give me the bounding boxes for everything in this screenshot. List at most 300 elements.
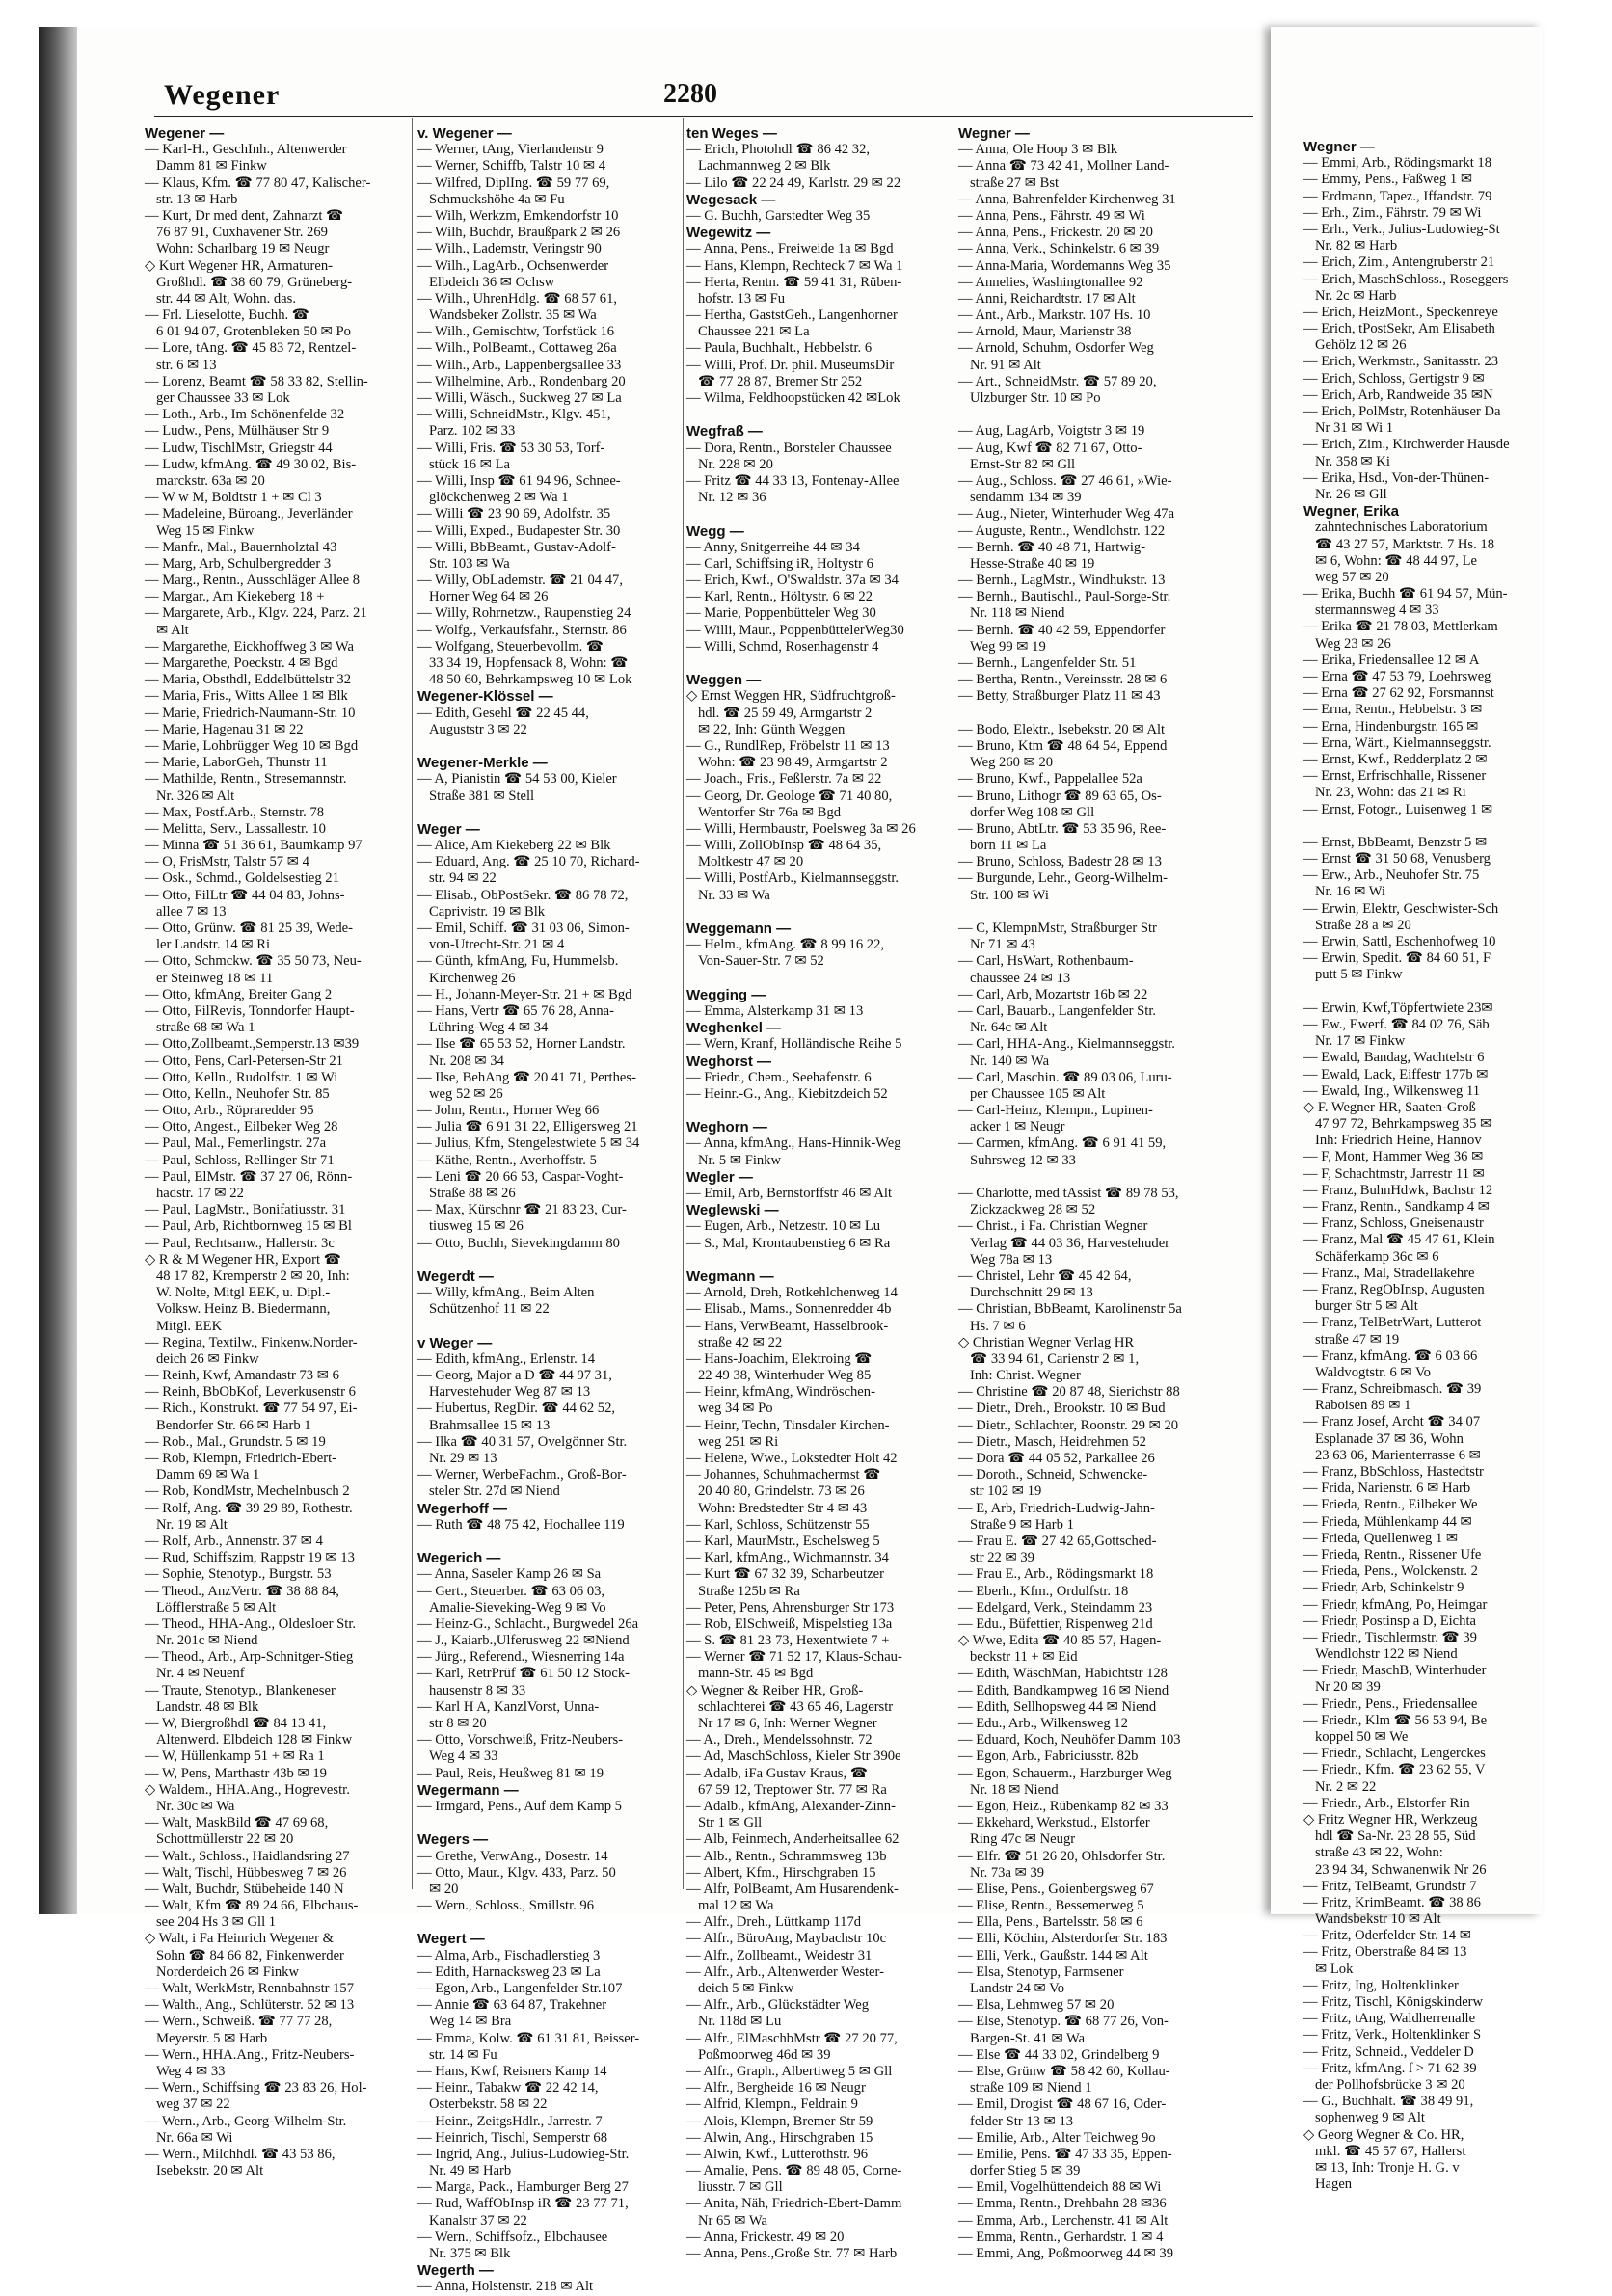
directory-entry-line: — Marg., Rentn., Ausschläger Allee 8 xyxy=(145,573,361,589)
column-divider xyxy=(683,118,684,1889)
directory-entry-line: Nr. 16 ✉ Wi xyxy=(1315,884,1385,900)
directory-entry-line: 48 17 82, Kremperstr 2 ✉ 20, Inh: xyxy=(156,1268,350,1284)
header-rule xyxy=(154,116,1253,117)
directory-entry-line: mann-Str. 45 ✉ Bgd xyxy=(698,1666,814,1682)
directory-entry-line: — Ernst ☎ 31 50 68, Venusberg xyxy=(1303,851,1491,868)
directory-entry-line: — Lilo ☎ 22 24 49, Karlstr. 29 ✉ 22 xyxy=(686,174,901,191)
directory-entry-line: 22 49 38, Winterhuder Weg 85 xyxy=(698,1368,872,1384)
directory-entry-line: — Ludw., Pens, Mülhäuser Str 9 xyxy=(145,423,330,440)
directory-entry-line: Nr 65 ✉ Wa xyxy=(698,2212,767,2229)
directory-entry-line: — Alfr, PolBeamt, Am Husarendenk- xyxy=(686,1881,899,1897)
directory-entry-line: — Rob, ElSchweiß, Mispelstieg 13a xyxy=(686,1615,893,1632)
directory-entry-line: — Paul, Arb, Richtbornweg 15 ✉ Bl xyxy=(145,1218,352,1235)
directory-entry-line: — Ruth ☎ 48 75 42, Hochallee 119 xyxy=(417,1516,625,1533)
directory-entry-line: Auguststr 3 ✉ 22 xyxy=(429,721,527,737)
surname-heading: Wegert — xyxy=(417,1931,485,1948)
directory-entry-line: Wohn: Bredstedter Str 4 ✉ 43 xyxy=(698,1500,868,1516)
directory-entry-line: 76 87 91, Cuxhavener Str. 269 xyxy=(156,225,328,241)
directory-entry-line: — Theod., AnzVertr. ☎ 38 88 84, xyxy=(145,1583,339,1599)
directory-entry-line: — Alb, Feinmech, Anderheitsallee 62 xyxy=(686,1831,900,1848)
directory-entry-line: — Emmy, Pens., Faßweg 1 ✉ xyxy=(1303,172,1473,188)
directory-entry-line: Str. 103 ✉ Wa xyxy=(429,555,510,572)
directory-entry-line: — Auguste, Rentn., Wendlohstr. 122 xyxy=(958,522,1166,539)
directory-entry-line: — Christel, Lehr ☎ 45 42 64, xyxy=(958,1268,1132,1284)
surname-heading: v. Wegener — xyxy=(417,125,512,142)
directory-entry-line: — Heinr, kfmAng, Windröschen- xyxy=(686,1384,875,1401)
directory-entry-line: — Frida, Narienstr. 6 ✉ Harb xyxy=(1303,1481,1471,1497)
directory-entry-line: — Franz Josef, Archt ☎ 34 07 xyxy=(1303,1414,1481,1430)
directory-entry-line: — Traute, Stenotyp., Blankeneser xyxy=(145,1682,336,1698)
directory-entry-line: — Joach., Fris., Feßlerstr. 7a ✉ 22 xyxy=(686,771,882,788)
directory-entry-line: — Otto, kfmAng, Breiter Gang 2 xyxy=(145,986,333,1002)
directory-entry-line: — Emma, Kolw. ☎ 61 31 81, Beisser- xyxy=(417,2030,640,2046)
directory-entry-line: — Margarethe, Poeckstr. 4 ✉ Bgd xyxy=(145,655,338,671)
running-header xyxy=(164,79,1253,114)
directory-entry-line: — Alb., Rentn., Schrammsweg 13b xyxy=(686,1848,887,1864)
directory-entry-line: der Pollhofsbrücke 3 ✉ 20 xyxy=(1315,2076,1465,2093)
directory-entry-line: Lachmannweg 2 ✉ Blk xyxy=(698,158,831,174)
directory-entry-line: — S., Mal, Krontaubenstieg 6 ✉ Ra xyxy=(686,1235,891,1251)
directory-entry-line: tiusweg 15 ✉ 26 xyxy=(429,1218,524,1235)
directory-entry-line: — Alfr., Arb., Altenwerder Wester- xyxy=(686,1963,884,1980)
directory-entry-line: — Edith, Bandkampweg 16 ✉ Niend xyxy=(958,1682,1169,1698)
directory-entry-line: Nr. 5 ✉ Finkw xyxy=(698,1152,782,1168)
directory-entry-line: — F, Mont, Hammer Weg 36 ✉ xyxy=(1303,1149,1484,1165)
surname-heading: Weghorst — xyxy=(686,1053,772,1070)
directory-entry-line: — Walt, Buchdr, Stübeheide 140 N xyxy=(145,1881,344,1897)
directory-entry-line: — Paul, Mal., Femerlingstr. 27a xyxy=(145,1135,327,1152)
directory-entry-line: chaussee 24 ✉ 13 xyxy=(970,970,1071,986)
directory-entry-line: Nr. 2 ✉ 22 xyxy=(1315,1778,1377,1795)
directory-entry-line: — Fritz, Tischl, Königskinderw xyxy=(1303,1994,1484,2010)
directory-entry-line: — Erna ☎ 47 53 79, Loehrsweg xyxy=(1303,669,1491,684)
directory-entry-line: — Rud, WaffObInsp iR ☎ 23 77 71, xyxy=(417,2196,629,2212)
directory-entry-line: ✉ 13, Inh: Tronje H. G. v xyxy=(1315,2159,1460,2176)
directory-entry-line: — Arnold, Dreh, Rotkehlchenweg 14 xyxy=(686,1285,898,1301)
directory-entry-line: — Ad, MaschSchloss, Kieler Str 390e xyxy=(686,1749,901,1765)
directory-entry-line: Nr. 375 ✉ Blk xyxy=(429,2246,511,2261)
directory-entry-line: — Carl, Arb, Mozartstr 16b ✉ 22 xyxy=(958,986,1148,1002)
directory-entry-line: — Margarethe, Eickhoffweg 3 ✉ Wa xyxy=(145,638,354,654)
directory-entry-line: — Wern., Schiffsing ☎ 23 83 26, Hol- xyxy=(145,2080,367,2096)
directory-entry-line: str. 6 ✉ 13 xyxy=(156,357,217,373)
directory-entry-line: — Egon, Arb., Langenfelder Str.107 xyxy=(417,1981,623,1996)
directory-entry-line: — Georg, Major a D ☎ 44 97 31, xyxy=(417,1368,612,1384)
directory-entry-line: ✉ Lok xyxy=(1315,1961,1354,1977)
directory-entry-line: — Friedr, Arb, Schinkelstr 9 xyxy=(1303,1580,1464,1596)
directory-entry-line: — Hertha, GaststGeh., Langenhorner xyxy=(686,307,898,324)
directory-entry-line: — Ant., Arb., Markstr. 107 Hs. 10 xyxy=(958,307,1151,324)
directory-entry-line: str 8 ✉ 20 xyxy=(429,1716,487,1731)
directory-entry-line: Weg 15 ✉ Finkw xyxy=(156,522,255,539)
directory-entry-line: — Alfr., Graph., Albertiweg 5 ✉ Gll xyxy=(686,2063,893,2079)
directory-entry-line: — Carl, HsWart, Rothenbaum- xyxy=(958,953,1134,970)
directory-entry-line: ☎ 43 27 57, Marktstr. 7 Hs. 18 xyxy=(1315,536,1495,552)
directory-entry-line: str 22 ✉ 39 xyxy=(970,1550,1034,1566)
directory-entry-line: Weg 4 ✉ 33 xyxy=(429,1749,498,1765)
directory-entry-line: Nr. 33 ✉ Wa xyxy=(698,887,770,903)
directory-entry-line: — Loth., Arb., Im Schönenfelde 32 xyxy=(145,407,345,423)
directory-entry-line: — Heinrich, Tischl, Semperstr 68 xyxy=(417,2129,608,2146)
directory-entry-line: — Carl, HHA-Ang., Kielmannseggstr. xyxy=(958,1036,1175,1053)
directory-entry-line: — Edith, WäschMan, Habichtstr 128 xyxy=(958,1666,1168,1682)
directory-entry-line: — Christine ☎ 20 87 48, Sierichstr 88 xyxy=(958,1384,1180,1401)
directory-entry-line: — John, Rentn., Horner Weg 66 xyxy=(417,1103,600,1119)
directory-entry-line: — Christ., i Fa. Christian Wegner xyxy=(958,1218,1148,1235)
surname-heading: Wegers — xyxy=(417,1831,489,1849)
directory-entry-line: Parz. 102 ✉ 33 xyxy=(429,423,516,440)
directory-entry-line: — Franz, BbSchloss, Hastedtstr xyxy=(1303,1464,1484,1480)
directory-entry-line: — C, KlempnMstr, Straßburger Str xyxy=(958,921,1157,936)
directory-entry-line: 20 40 80, Grindelstr. 73 ✉ 26 xyxy=(698,1483,865,1500)
directory-entry-line: Verlag ☎ 44 03 36, Harvestehuder xyxy=(970,1235,1170,1251)
directory-entry-line: glöckchenweg 2 ✉ Wa 1 xyxy=(429,490,569,506)
directory-entry-line: — Erich, tPostSekr, Am Elisabeth xyxy=(1303,321,1495,337)
directory-entry-line: — Maria, Obsthdl, Eddelbüttelstr 32 xyxy=(145,672,352,688)
directory-entry-line: — Eberh., Kfm., Ordulfstr. 18 xyxy=(958,1583,1129,1599)
directory-entry-line: — Fritz, Oberstraße 84 ✉ 13 xyxy=(1303,1944,1467,1961)
directory-entry-line: ◇ Ernst Weggen HR, Südfruchtgroß- xyxy=(686,688,896,705)
directory-entry-line: Nr. 208 ✉ 34 xyxy=(429,1053,504,1069)
directory-entry-line: deich 5 ✉ Finkw xyxy=(698,1981,794,1996)
directory-entry-line: — Otto, Vorschweiß, Fritz-Neubers- xyxy=(417,1732,624,1749)
directory-entry-line: Nr. 2c ✉ Harb xyxy=(1315,287,1397,304)
directory-entry-line: — Walth., Ang., Schlüterstr. 52 ✉ 13 xyxy=(145,1997,355,2014)
directory-entry-line: Hagen xyxy=(1315,2176,1353,2193)
directory-entry-line: — Ewald, Lack, Eiffestr 177b ✉ xyxy=(1303,1066,1489,1082)
directory-entry-line: — Eduard, Ang. ☎ 25 10 70, Richard- xyxy=(417,854,640,870)
directory-entry-line: — Karl H A, KanzlVorst, Unna- xyxy=(417,1698,600,1715)
directory-entry-line: — Erwin, Sattl, Eschenhofweg 10 xyxy=(1303,934,1496,949)
directory-entry-line: — Erika, Buchh ☎ 61 94 57, Mün- xyxy=(1303,586,1508,602)
directory-entry-line: — Frieda, Rentn., Eilbeker We xyxy=(1303,1497,1478,1513)
directory-entry-line: — Dora ☎ 44 05 52, Parkallee 26 xyxy=(958,1451,1155,1466)
directory-entry-line: weg 52 ✉ 26 xyxy=(429,1085,503,1102)
directory-entry-line: — Alice, Am Kiekeberg 22 ✉ Blk xyxy=(417,838,611,854)
directory-entry-line: — Käthe, Rentn., Averhoffstr. 5 xyxy=(417,1152,597,1168)
directory-entry-line: — Aug., Nieter, Winterhuder Weg 47a xyxy=(958,506,1175,522)
page-number: 2280 xyxy=(663,79,717,109)
directory-entry-line: — Alois, Klempn, Bremer Str 59 xyxy=(686,2113,873,2129)
directory-entry-line: weg 37 ✉ 22 xyxy=(156,2096,230,2113)
directory-entry-line: — W, Pens, Marthastr 43b ✉ 19 xyxy=(145,1765,327,1781)
surname-heading: Weggen — xyxy=(686,672,762,689)
directory-entry-line: Schäferkamp 36c ✉ 6 xyxy=(1315,1248,1439,1265)
directory-entry-line: Raboisen 89 ✉ 1 xyxy=(1315,1398,1411,1414)
directory-entry-line: — Walt, MaskBild ☎ 47 69 68, xyxy=(145,1815,329,1831)
directory-entry-line: per Chaussee 105 ✉ Alt xyxy=(970,1085,1106,1102)
directory-entry-line: — Willi, Hermbaustr, Poelsweg 3a ✉ 26 xyxy=(686,820,916,837)
directory-entry-line: 67 59 12, Treptower Str. 77 ✉ Ra xyxy=(698,1781,887,1798)
directory-entry-line: — Osk., Schmd., Goldelsestieg 21 xyxy=(145,870,339,887)
directory-entry-line: — E, Arb, Friedrich-Ludwig-Jahn- xyxy=(958,1500,1155,1516)
directory-entry-line: Moltkestr 47 ✉ 20 xyxy=(698,854,804,870)
directory-entry-line: schlachterei ☎ 43 65 46, Lagerstr xyxy=(698,1698,894,1715)
directory-entry-line: — Otto, Buchh, Sievekingdamm 80 xyxy=(417,1235,620,1251)
directory-entry-line: Nr. 23, Wohn: das 21 ✉ Ri xyxy=(1315,785,1466,801)
surname-heading: Weghenkel — xyxy=(686,1020,782,1037)
directory-entry-line: Sohn ☎ 84 66 82, Finkenwerder xyxy=(156,1947,344,1963)
directory-entry-line: — Alwin, Kwf., Lutterothstr. 96 xyxy=(686,2146,869,2162)
directory-entry-line: — Willi, Exped., Budapester Str. 30 xyxy=(417,522,621,539)
directory-entry-line: Nr. 358 ✉ Ki xyxy=(1315,453,1390,469)
surname-heading: Wegmann — xyxy=(686,1268,774,1285)
directory-entry-line: — Paul, Reis, Heußweg 81 ✉ 19 xyxy=(417,1765,604,1781)
directory-entry-line: — Erh., Zim., Fährstr. 79 ✉ Wi xyxy=(1303,204,1482,221)
directory-entry-line: — Frieda, Quellenweg 1 ✉ xyxy=(1303,1530,1459,1546)
directory-entry-line: — Burgunde, Lehr., Georg-Wilhelm- xyxy=(958,870,1168,887)
directory-entry-line: Nr 17 ✉ 6, Inh: Werner Wegner xyxy=(698,1716,877,1731)
directory-entry-line: — Eugen, Arb., Netzestr. 10 ✉ Lu xyxy=(686,1218,881,1235)
directory-entry-line: zahntechnisches Laboratorium xyxy=(1315,520,1488,536)
directory-entry-line: — Paul, Schloss, Rellinger Str 71 xyxy=(145,1152,335,1168)
directory-entry-line: str. 94 ✉ 22 xyxy=(429,870,497,887)
directory-entry-line: — Heinr., ZeitgsHdlr., Jarrestr. 7 xyxy=(417,2113,603,2129)
directory-entry-line: — Emma, Rentn., Drehbahn 28 ✉36 xyxy=(958,2196,1167,2212)
directory-entry-line: — Ella, Pens., Bartelsstr. 58 ✉ 6 xyxy=(958,1914,1143,1931)
directory-entry-line: — Friedr., Kfm. ☎ 23 62 55, V xyxy=(1303,1762,1486,1778)
directory-entry-line: — Frieda, Pens., Wolckenstr. 2 xyxy=(1303,1563,1478,1580)
directory-entry-line: — Kurt ☎ 67 32 39, Scharbeutzer xyxy=(686,1566,885,1583)
directory-entry-line: — Bruno, Kwf., Pappelallee 52a xyxy=(958,771,1142,788)
directory-entry-line: Landstr 24 ✉ Vo xyxy=(970,1981,1065,1996)
directory-entry-line: — Klaus, Kfm. ☎ 77 80 47, Kalischer- xyxy=(145,174,371,191)
directory-entry-line: — Arnold, Maur, Marienstr 38 xyxy=(958,324,1132,340)
directory-entry-line: — Carl, Maschin. ☎ 89 03 06, Luru- xyxy=(958,1069,1172,1085)
directory-column-2 xyxy=(417,125,676,2296)
directory-entry-line: — Franz, Schreibmasch. ☎ 39 xyxy=(1303,1381,1482,1398)
directory-entry-line: Von-Sauer-Str. 7 ✉ 52 xyxy=(698,953,824,970)
directory-entry-line: — Alfr., Zollbeamt., Weidestr 31 xyxy=(686,1947,873,1963)
directory-entry-line: — Maria, Fris., Witts Allee 1 ✉ Blk xyxy=(145,688,348,705)
directory-entry-line: Nr. 18 ✉ Niend xyxy=(970,1781,1059,1798)
directory-entry-line: — Erika, Friedensallee 12 ✉ A xyxy=(1303,652,1480,668)
directory-entry-line: — A., Dreh., Mendelssohnstr. 72 xyxy=(686,1732,873,1749)
directory-entry-line: von-Utrecht-Str. 21 ✉ 4 xyxy=(429,937,565,953)
directory-entry-line: weg 34 ✉ Po xyxy=(698,1401,773,1417)
directory-entry-line: — Anna-Maria, Wordemanns Weg 35 xyxy=(958,257,1171,274)
directory-entry-line: — Wilh., Gemischtw, Torfstück 16 xyxy=(417,324,615,340)
directory-entry-line: — Ilka ☎ 40 31 57, Ovelgönner Str. xyxy=(417,1433,628,1450)
directory-entry-line: — Paul, Rechtsanw., Hallerstr. 3c xyxy=(145,1235,335,1251)
directory-entry-line: hadstr. 17 ✉ 22 xyxy=(156,1186,244,1201)
directory-column-5 xyxy=(1303,139,1612,2193)
directory-entry-line: — Wolfg., Verkaufsfahr., Sternstr. 86 xyxy=(417,622,627,638)
directory-entry-line: Weg 78a ✉ 13 xyxy=(970,1251,1053,1268)
directory-entry-line: — Franz, TelBetrWart, Lutterot xyxy=(1303,1315,1482,1331)
directory-entry-line: Waldvogtstr. 6 ✉ Vo xyxy=(1315,1364,1431,1380)
directory-entry-line: — Erich, Zim., Kirchwerder Hausde xyxy=(1303,437,1510,453)
directory-entry-line: — Willi, Maur., PoppenbüttelerWeg30 xyxy=(686,622,904,638)
directory-entry-line: straße 68 ✉ Wa 1 xyxy=(156,1020,255,1036)
directory-entry-line xyxy=(958,407,1217,423)
directory-entry-line: — Anna, Frickestr. 49 ✉ 20 xyxy=(686,2229,845,2245)
directory-entry-line: — Werner, Schiffb, Talstr 10 ✉ 4 xyxy=(417,158,606,174)
directory-entry-line: str. 44 ✉ Alt, Wohn. das. xyxy=(156,290,296,307)
surname-heading: Wegesack — xyxy=(686,191,776,208)
surname-heading: Wegener-Klössel — xyxy=(417,688,553,706)
directory-entry-line: allee 7 ✉ 13 xyxy=(156,903,227,920)
directory-entry-line: — Rolf, Arb., Annenstr. 37 ✉ 4 xyxy=(145,1533,323,1549)
directory-entry-line: — Wilh., UhrenHdlg. ☎ 68 57 61, xyxy=(417,290,618,307)
directory-entry-line: — Kurt, Dr med dent, Zahnarzt ☎ xyxy=(145,207,344,224)
directory-entry-line: — Otto, Kelln., Neuhofer Str. 85 xyxy=(145,1085,330,1102)
directory-entry-line: — Dietr., Masch, Heidrehmen 52 xyxy=(958,1433,1146,1450)
directory-entry-line: 6 01 94 07, Grotenbleken 50 ✉ Po xyxy=(156,324,351,340)
directory-entry-line: — Friedr., Pens., Friedensallee xyxy=(1303,1695,1478,1712)
directory-entry-line: — Else, Stenotyp. ☎ 68 77 26, Von- xyxy=(958,2014,1169,2030)
directory-entry-line: Lühring-Weg 4 ✉ 34 xyxy=(429,1020,549,1036)
directory-entry-line: — Franz, Mal ☎ 45 47 61, Klein xyxy=(1303,1232,1495,1248)
directory-entry-line: — Emmi, Ang, Poßmoorweg 44 ✉ 39 xyxy=(958,2246,1174,2261)
directory-entry-line: Ernst-Str 82 ✉ Gll xyxy=(970,456,1076,472)
directory-entry-line: — Franz, BuhnHdwk, Bachstr 12 xyxy=(1303,1182,1493,1198)
directory-entry-line: — Marga, Pack., Hamburger Berg 27 xyxy=(417,2179,629,2196)
directory-entry-line: Nr 71 ✉ 43 xyxy=(970,937,1035,953)
directory-entry-line: ✉ 6, Wohn: ☎ 48 44 97, Le xyxy=(1315,552,1477,569)
directory-entry-line: Straße 28 a ✉ 20 xyxy=(1315,917,1411,933)
directory-entry-line: Isebekstr. 20 ✉ Alt xyxy=(156,2163,264,2179)
directory-entry-line: — Willi, Fris. ☎ 53 30 53, Torf- xyxy=(417,440,605,456)
directory-entry-line: er Steinweg 18 ✉ 11 xyxy=(156,970,274,986)
directory-entry-line: — Erna, Rentn., Hebbelstr. 3 ✉ xyxy=(1303,702,1483,718)
directory-entry-line: mal 12 ✉ Wa xyxy=(698,1898,774,1914)
directory-entry-line: — Art., SchneidMstr. ☎ 57 89 20, xyxy=(958,373,1157,389)
directory-entry-line: Nr. 29 ✉ 13 xyxy=(429,1451,497,1466)
directory-entry-line: Weg 99 ✉ 19 xyxy=(970,638,1046,654)
directory-entry-line: str 102 ✉ 19 xyxy=(970,1483,1042,1500)
directory-entry-line: Nr. 201c ✉ Niend xyxy=(156,1633,258,1649)
directory-entry-line: ◇ Walt, i Fa Heinrich Wegener & xyxy=(145,1931,334,1947)
directory-entry-line: — Friedr, kfmAng, Po, Heimgar xyxy=(1303,1596,1488,1613)
directory-entry-line: Altenwerd. Elbdeich 128 ✉ Finkw xyxy=(156,1732,353,1749)
directory-entry-line: — Marg, Arb, Schulbergredder 3 xyxy=(145,555,332,572)
directory-entry-line: — Alfr., Bergheide 16 ✉ Neugr xyxy=(686,2080,866,2096)
directory-entry-line: — Hans, Vertr ☎ 65 76 28, Anna- xyxy=(417,1002,614,1019)
directory-entry-line: — Elli, Verk., Gaußstr. 144 ✉ Alt xyxy=(958,1947,1148,1963)
directory-entry-line: — Karl, MaurMstr., Eschelsweg 5 xyxy=(686,1533,880,1549)
directory-entry-line: Nr. 140 ✉ Wa xyxy=(970,1053,1050,1069)
directory-entry-line: — Reinh, Kwf, Amandastr 73 ✉ 6 xyxy=(145,1368,339,1384)
surname-heading: Wegermann — xyxy=(417,1781,519,1799)
directory-entry-line: Ulzburger Str. 10 ✉ Po xyxy=(970,390,1101,406)
directory-entry-line: — Wilh., LagArb., Ochsenwerder xyxy=(417,257,609,274)
surname-heading: Wegerich — xyxy=(417,1550,501,1567)
directory-entry-line: — Edelgard, Verk., Steindamm 23 xyxy=(958,1599,1153,1615)
directory-entry-line: Caprivistr. 19 ✉ Blk xyxy=(429,903,546,920)
running-head-name: Wegener xyxy=(164,79,281,111)
directory-entry-line: straße 109 ✉ Niend 1 xyxy=(970,2080,1092,2096)
directory-entry-line: — Herta, Rentn. ☎ 59 41 31, Rüben- xyxy=(686,274,902,290)
directory-entry-line: — Erich, Arb, Randweide 35 ✉N xyxy=(1303,387,1493,403)
right-page-edge xyxy=(1271,27,1543,2193)
directory-entry-line: — Alfr., Arb., Glückstädter Weg xyxy=(686,1997,870,2014)
directory-entry-line: — Rich., Konstrukt. ☎ 77 54 97, Ei- xyxy=(145,1401,358,1417)
directory-entry-line: — Frieda, Mühlenkamp 44 ✉ xyxy=(1303,1513,1472,1530)
surname-heading: Wegner — xyxy=(1303,139,1375,155)
directory-entry-line: Nr. 30c ✉ Wa xyxy=(156,1798,235,1814)
directory-entry-line: — Gert., Steuerber. ☎ 63 06 03, xyxy=(417,1583,605,1599)
directory-entry-line: — Walt., Schloss., Haidlandsring 27 xyxy=(145,1848,350,1864)
directory-entry-line: — Erwin, Elektr, Geschwister-Sch xyxy=(1303,900,1499,917)
directory-entry-line: Nr. 228 ✉ 20 xyxy=(698,456,773,472)
directory-entry-line: — Erna ☎ 27 62 92, Forsmannst xyxy=(1303,685,1494,702)
directory-entry-line: — Wilh, Buchdr, Braußpark 2 ✉ 26 xyxy=(417,225,621,241)
surname-heading: Wegener — xyxy=(145,125,225,142)
directory-entry-line: straße 27 ✉ Bst xyxy=(970,174,1060,191)
directory-entry-line: ◇ Wegner & Reiber HR, Groß- xyxy=(686,1682,864,1698)
surname-heading: Wegging — xyxy=(686,986,766,1003)
directory-entry-line: — Bernh. ☎ 40 48 71, Hartwig- xyxy=(958,539,1146,555)
directory-entry-line: — Otto, Pens, Carl-Petersen-Str 21 xyxy=(145,1053,343,1069)
directory-entry-line: — Otto, Angest., Eilbeker Weg 28 xyxy=(145,1119,338,1135)
directory-entry-line: — Werner, WerbeFachm., Groß-Bor- xyxy=(417,1467,627,1483)
directory-entry-line: — Friedr., Arb., Elstorfer Rin xyxy=(1303,1795,1470,1811)
directory-entry-line: — Elli, Köchin, Alsterdorfer Str. 183 xyxy=(958,1931,1168,1947)
directory-entry-line: str. 13 ✉ Harb xyxy=(156,191,238,207)
directory-entry-line: — Karl-H., GeschInh., Altenwerder xyxy=(145,142,347,158)
directory-entry-line: ◇ Wwe, Edita ☎ 40 85 57, Hagen- xyxy=(958,1633,1162,1649)
directory-entry-line: hdl. ☎ 25 59 49, Armgartstr 2 xyxy=(698,705,873,721)
directory-entry-line: — Ekkehard, Werkstud., Elstorfer xyxy=(958,1815,1150,1831)
directory-entry-line: — Irmgard, Pens., Auf dem Kamp 5 xyxy=(417,1798,622,1814)
directory-entry-line: — Karl, Schloss, Schützenstr 55 xyxy=(686,1516,870,1533)
directory-entry-line: — Fritz, TelBeamt, Grundstr 7 xyxy=(1303,1878,1477,1894)
directory-entry-line: — Friedr, MaschB, Winterhuder xyxy=(1303,1663,1487,1679)
directory-entry-line: — Ludw, TischlMstr, Griegstr 44 xyxy=(145,440,333,456)
directory-entry-line: str. 14 ✉ Fu xyxy=(429,2046,497,2063)
directory-entry-line: Nr. 118d ✉ Lu xyxy=(698,2014,782,2030)
directory-entry-line: — Willi ☎ 23 90 69, Adolfstr. 35 xyxy=(417,506,611,522)
directory-entry-line: Nr. 66a ✉ Wi xyxy=(156,2129,233,2146)
directory-entry-line: — Erich, HeizMont., Speckenreye xyxy=(1303,304,1498,320)
directory-entry-line: Horner Weg 64 ✉ 26 xyxy=(429,589,549,605)
directory-entry-line: — Marie, Poppenbütteler Weg 30 xyxy=(686,605,876,622)
directory-entry-line: — Werner, tAng, Vierlandenstr 9 xyxy=(417,142,604,158)
directory-entry-line: — Albert, Kfm., Hirschgraben 15 xyxy=(686,1864,876,1881)
directory-entry-line: weg 57 ✉ 20 xyxy=(1315,569,1389,585)
directory-entry-line: — Ernst, Fotogr., Luisenweg 1 ✉ xyxy=(1303,801,1493,817)
surname-heading: Wegewitz — xyxy=(686,225,771,242)
directory-entry-line: — Otto, Kelln., Rudolfstr. 1 ✉ Wi xyxy=(145,1069,338,1085)
directory-entry-line: straße 43 ✉ 22, Wohn: xyxy=(1315,1845,1443,1861)
directory-entry-line: — Anna, Holstenstr. 218 ✉ Alt xyxy=(417,2279,594,2295)
directory-entry-line: — Walt, Kfm ☎ 89 24 66, Elbchaus- xyxy=(145,1898,359,1914)
surname-heading: Wegerdt — xyxy=(417,1268,494,1285)
surname-heading: Wegner — xyxy=(958,125,1030,142)
directory-entry-line: Straße 381 ✉ Stell xyxy=(429,788,535,804)
directory-entry-line: — Willi, BbBeamt., Gustav-Adolf- xyxy=(417,539,616,555)
directory-entry-line: hdl ☎ Sa-Nr. 23 28 55, Süd xyxy=(1315,1829,1476,1845)
directory-entry-line: — Sophie, Stenotyp., Burgstr. 53 xyxy=(145,1566,332,1583)
directory-entry-line: Straße 125b ✉ Ra xyxy=(698,1583,800,1599)
directory-entry-line: — Heinz-G., Schlacht., Burgwedel 26a xyxy=(417,1615,639,1632)
directory-entry-line: Nr. 26 ✉ Gll xyxy=(1315,486,1387,502)
directory-entry-line: — Ernst, BbBeamt, Benzstr 5 ✉ xyxy=(1303,834,1488,850)
directory-entry-line: — Dietr., Schlachter, Roonstr. 29 ✉ 20 xyxy=(958,1417,1179,1433)
surname-heading: Wegner, Erika xyxy=(1303,503,1399,521)
directory-entry-line: ✉ Alt xyxy=(156,622,189,638)
directory-entry-line: — Franz, kfmAng. ☎ 6 03 66 xyxy=(1303,1348,1478,1364)
directory-entry-line: — Hans, VerwBeamt, Hasselbrook- xyxy=(686,1318,889,1334)
directory-entry-line: — Elsa, Stenotyp, Farmsener xyxy=(958,1963,1124,1980)
directory-entry-line: — Willi, PostfArb., Kielmannseggstr. xyxy=(686,870,900,887)
directory-entry-line: — Bruno, Schloss, Badestr 28 ✉ 13 xyxy=(958,854,1162,870)
directory-entry-line: — Anna, Pens., Fährstr. 49 ✉ Wi xyxy=(958,207,1145,224)
directory-entry-line: — Wilma, Feldhoopstücken 42 ✉Lok xyxy=(686,390,900,406)
directory-entry-line: — Carl-Heinz, Klempn., Lupinen- xyxy=(958,1103,1153,1119)
directory-entry-line: ☎ 77 28 87, Bremer Str 252 xyxy=(698,373,863,389)
